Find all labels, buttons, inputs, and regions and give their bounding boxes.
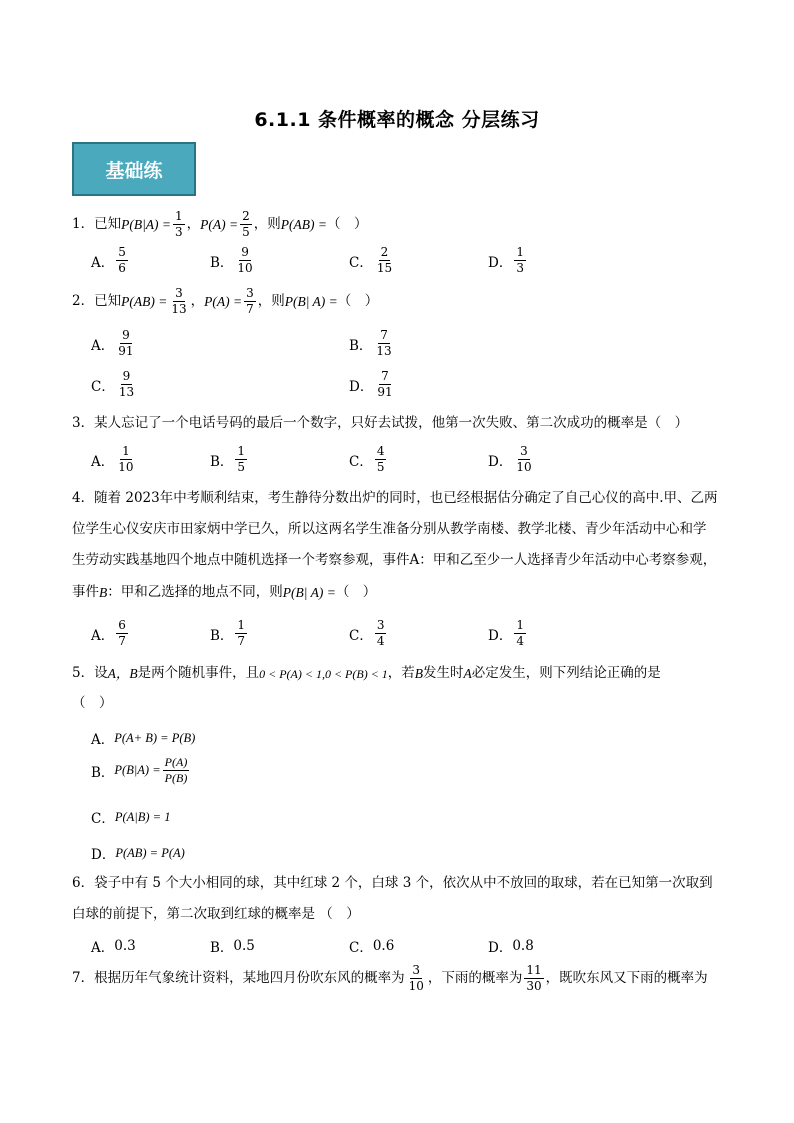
option-label: B． bbox=[210, 254, 234, 271]
q6-option-a[interactable] bbox=[91, 936, 136, 956]
option-fraction bbox=[514, 445, 533, 474]
option-value: 0.8 bbox=[512, 938, 534, 954]
den: 4 bbox=[516, 634, 524, 648]
q7-fraction-2 bbox=[524, 964, 543, 993]
q4-paren: （ ） bbox=[335, 584, 377, 600]
den: 6 bbox=[118, 261, 126, 275]
option-label: A． bbox=[91, 940, 115, 956]
q4-option-a[interactable] bbox=[91, 619, 130, 648]
option-label: A． bbox=[91, 453, 115, 470]
den: 15 bbox=[376, 261, 393, 275]
q1-f1-num: 1 bbox=[175, 209, 183, 223]
q2-f1-num: 3 bbox=[175, 286, 183, 300]
option-fraction bbox=[235, 619, 247, 648]
q7-text: 7．根据历年气象统计资料，某地四月份吹东风的概率为 bbox=[72, 969, 405, 986]
q2-tail: ，则 bbox=[257, 292, 285, 309]
option-formula: P(B|A) = bbox=[114, 763, 161, 777]
q1-tail: ，则 bbox=[253, 215, 281, 232]
q5-line-2: （ ） bbox=[72, 695, 113, 711]
option-label: B． bbox=[91, 764, 115, 781]
q4-line-2: 位学生心仪安庆市田家炳中学已久，所以这两名学生准备分别从教学南楼、教学北楼、青少年活动中心和学 bbox=[72, 521, 707, 537]
q2-option-c[interactable] bbox=[91, 370, 138, 399]
q2-formula-3: P(B| A) = bbox=[284, 293, 338, 309]
option-label: D． bbox=[91, 847, 116, 863]
option-fraction bbox=[116, 445, 135, 474]
page-title: 6.1.1 条件概率的概念 分层练习 bbox=[254, 109, 540, 131]
q1-separator: ， bbox=[186, 215, 201, 232]
q5-option-b[interactable] bbox=[91, 756, 191, 785]
q6-option-c[interactable] bbox=[349, 936, 394, 956]
q2-formula-2: P(A) = bbox=[204, 293, 243, 309]
num: 1 bbox=[122, 444, 130, 458]
q3-option-c[interactable] bbox=[349, 445, 388, 474]
q1-f2-den: 5 bbox=[242, 225, 250, 239]
q5-event-a: A bbox=[463, 666, 472, 681]
question-2 bbox=[72, 287, 378, 316]
den: 91 bbox=[377, 385, 393, 399]
option-label: A． bbox=[91, 627, 115, 644]
q4-option-d[interactable] bbox=[488, 619, 528, 648]
q5-text: 必定发生，则下列结论正确的是 bbox=[471, 665, 661, 681]
q1-option-b[interactable] bbox=[210, 246, 257, 275]
option-fraction bbox=[116, 619, 128, 648]
q6-line-1: 6．袋子中有 5 个大小相同的球，其中红球 2 个，白球 3 个，依次从中不放回的取球，若在已知第一次取到 bbox=[72, 875, 713, 891]
question-7 bbox=[72, 964, 708, 993]
num: 2 bbox=[380, 245, 389, 259]
q5-event-b: B bbox=[414, 666, 424, 681]
den: P(B) bbox=[164, 771, 188, 785]
den: 10 bbox=[408, 979, 424, 993]
num: 9 bbox=[241, 245, 249, 259]
num: 3 bbox=[376, 618, 385, 632]
option-fraction bbox=[116, 329, 135, 358]
den: 5 bbox=[237, 460, 246, 474]
q2-option-b[interactable] bbox=[349, 329, 396, 358]
q5-line-1 bbox=[72, 667, 661, 681]
num: 7 bbox=[381, 369, 389, 383]
q2-number: 2．已知 bbox=[72, 292, 122, 309]
q1-f2-num: 2 bbox=[242, 209, 250, 223]
option-label: D． bbox=[488, 254, 513, 271]
num: P(A) bbox=[164, 755, 188, 769]
q1-formula-1: P(B|A) = bbox=[121, 216, 172, 232]
option-value: 0.3 bbox=[114, 938, 136, 954]
q4-event-b: B bbox=[99, 585, 108, 600]
q2-paren: （ ） bbox=[337, 292, 379, 309]
option-fraction bbox=[514, 246, 526, 275]
option-label: A． bbox=[91, 732, 115, 748]
option-fraction bbox=[235, 246, 254, 275]
q2-formula-1: P(AB) = bbox=[121, 293, 168, 309]
q1-option-c[interactable] bbox=[349, 246, 396, 275]
q5-text: 是两个随机事件，且 bbox=[137, 665, 260, 681]
q5-option-d[interactable] bbox=[91, 843, 185, 863]
option-label: C． bbox=[349, 940, 373, 956]
den: 4 bbox=[376, 634, 385, 648]
num: 7 bbox=[380, 328, 388, 342]
q7-fraction-1 bbox=[407, 964, 426, 993]
option-fraction bbox=[235, 445, 247, 474]
q5-text: ，若 bbox=[387, 665, 415, 681]
q1-fraction-1 bbox=[173, 210, 185, 239]
num: 6 bbox=[118, 618, 126, 632]
q1-formula-2: P(A) = bbox=[200, 216, 239, 232]
q6-line-2: 白球的前提下，第二次取到红球的概率是 （ ） bbox=[72, 906, 360, 922]
option-label: A． bbox=[91, 254, 115, 271]
den: 7 bbox=[118, 634, 126, 648]
q7-text: ，既吹东风又下雨的概率为 bbox=[545, 969, 708, 986]
option-label: B． bbox=[210, 940, 234, 956]
q1-option-d[interactable] bbox=[488, 246, 528, 275]
den: 3 bbox=[516, 261, 524, 275]
option-label: C． bbox=[91, 378, 115, 395]
option-formula: P(A+ B) = P(B) bbox=[114, 730, 196, 745]
q2-f2-num: 3 bbox=[246, 286, 254, 300]
q2-fraction-2 bbox=[244, 287, 256, 316]
q1-fraction-2 bbox=[240, 210, 252, 239]
q7-text: ，下雨的概率为 bbox=[427, 969, 523, 986]
den: 30 bbox=[526, 979, 542, 993]
q2-separator: ， bbox=[190, 292, 205, 309]
num: 9 bbox=[122, 369, 131, 383]
q1-f1-den: 3 bbox=[175, 225, 183, 239]
q1-formula-3: P(AB) = bbox=[280, 216, 327, 232]
q2-fraction-1 bbox=[169, 287, 188, 316]
num: 1 bbox=[237, 444, 246, 458]
option-label: D． bbox=[488, 453, 513, 470]
num: 1 bbox=[516, 245, 524, 259]
option-fraction bbox=[116, 246, 128, 275]
den: 13 bbox=[118, 385, 135, 399]
option-formula: P(A|B) = 1 bbox=[114, 809, 171, 824]
den: 10 bbox=[118, 460, 134, 474]
num: 11 bbox=[526, 963, 542, 977]
q4-text: 事件 bbox=[72, 584, 99, 600]
option-formula: P(AB) = P(A) bbox=[115, 845, 185, 860]
den: 13 bbox=[376, 344, 392, 358]
q5-condition: 0 < P(A) < 1,0 < P(B) < 1 bbox=[259, 666, 388, 681]
q1-paren: （ ） bbox=[327, 215, 368, 232]
q3-option-b[interactable] bbox=[210, 445, 249, 474]
option-fraction bbox=[375, 619, 387, 648]
option-label: D． bbox=[349, 378, 374, 395]
den: 10 bbox=[237, 261, 253, 275]
section-badge: 基础练 bbox=[72, 142, 196, 196]
q5-text: 发生时 bbox=[423, 665, 464, 681]
option-fraction bbox=[375, 370, 394, 399]
option-label: B． bbox=[210, 453, 234, 470]
q4-line-4 bbox=[72, 586, 376, 600]
option-value: 0.6 bbox=[372, 938, 395, 954]
option-label: B． bbox=[349, 337, 373, 354]
option-fraction bbox=[163, 756, 190, 785]
q2-f1-den: 13 bbox=[171, 302, 187, 316]
option-label: C． bbox=[91, 811, 115, 827]
q1-number: 1．已知 bbox=[72, 215, 122, 232]
num: 1 bbox=[237, 618, 246, 632]
option-label: D． bbox=[488, 940, 513, 956]
question-1 bbox=[72, 210, 368, 239]
q4-line-3: 生劳动实践基地四个地点中随机选择一个考察参观，事件A：甲和乙至少一人选择青少年活动中心考察参观， bbox=[72, 552, 717, 568]
option-value: 0.5 bbox=[233, 938, 255, 954]
q6-option-b[interactable] bbox=[210, 936, 255, 956]
q4-line-1: 4．随着 2023年中考顺利结束，考生静待分数出炉的同时，也已经根据估分确定了自己心仪的高中.甲、乙两 bbox=[72, 490, 718, 506]
option-fraction bbox=[375, 246, 394, 275]
option-fraction bbox=[375, 445, 387, 474]
den: 7 bbox=[237, 634, 246, 648]
q5-option-c[interactable] bbox=[91, 807, 170, 827]
q5-text: 5．设 bbox=[72, 665, 108, 681]
den: 10 bbox=[516, 460, 532, 474]
den: 91 bbox=[118, 344, 134, 358]
q5-option-a[interactable] bbox=[91, 728, 195, 748]
option-label: C． bbox=[349, 627, 373, 644]
option-fraction bbox=[514, 619, 526, 648]
num: 1 bbox=[516, 618, 524, 632]
num: 9 bbox=[122, 328, 130, 342]
q3-option-a[interactable] bbox=[91, 445, 138, 474]
option-label: C． bbox=[349, 254, 373, 271]
num: 4 bbox=[376, 444, 385, 458]
den: 5 bbox=[376, 460, 385, 474]
q3-option-d[interactable] bbox=[488, 445, 536, 474]
num: 5 bbox=[118, 245, 126, 259]
q1-option-a[interactable] bbox=[91, 246, 130, 275]
question-3: 3．某人忘记了一个电话号码的最后一个数字，只好去试拨，他第一次失败、第二次成功的概率是（ ） bbox=[72, 415, 689, 431]
num: 3 bbox=[520, 444, 528, 458]
option-fraction bbox=[374, 329, 393, 358]
q6-option-d[interactable] bbox=[488, 936, 534, 956]
option-fraction bbox=[117, 370, 136, 399]
q4-text: ：甲和乙选择的地点不同，则 bbox=[107, 584, 283, 600]
q4-option-c[interactable] bbox=[349, 619, 388, 648]
q2-option-a[interactable] bbox=[91, 329, 138, 358]
q2-option-d[interactable] bbox=[349, 370, 397, 399]
option-label: A． bbox=[91, 337, 115, 354]
num: 3 bbox=[412, 963, 421, 977]
q4-option-b[interactable] bbox=[210, 619, 249, 648]
q2-f2-den: 7 bbox=[246, 302, 254, 316]
option-label: B． bbox=[210, 627, 234, 644]
q4-formula: P(B| A) = bbox=[282, 585, 336, 600]
option-label: C． bbox=[349, 453, 373, 470]
q5-events: A，B bbox=[107, 666, 138, 681]
option-label: D． bbox=[488, 627, 513, 644]
